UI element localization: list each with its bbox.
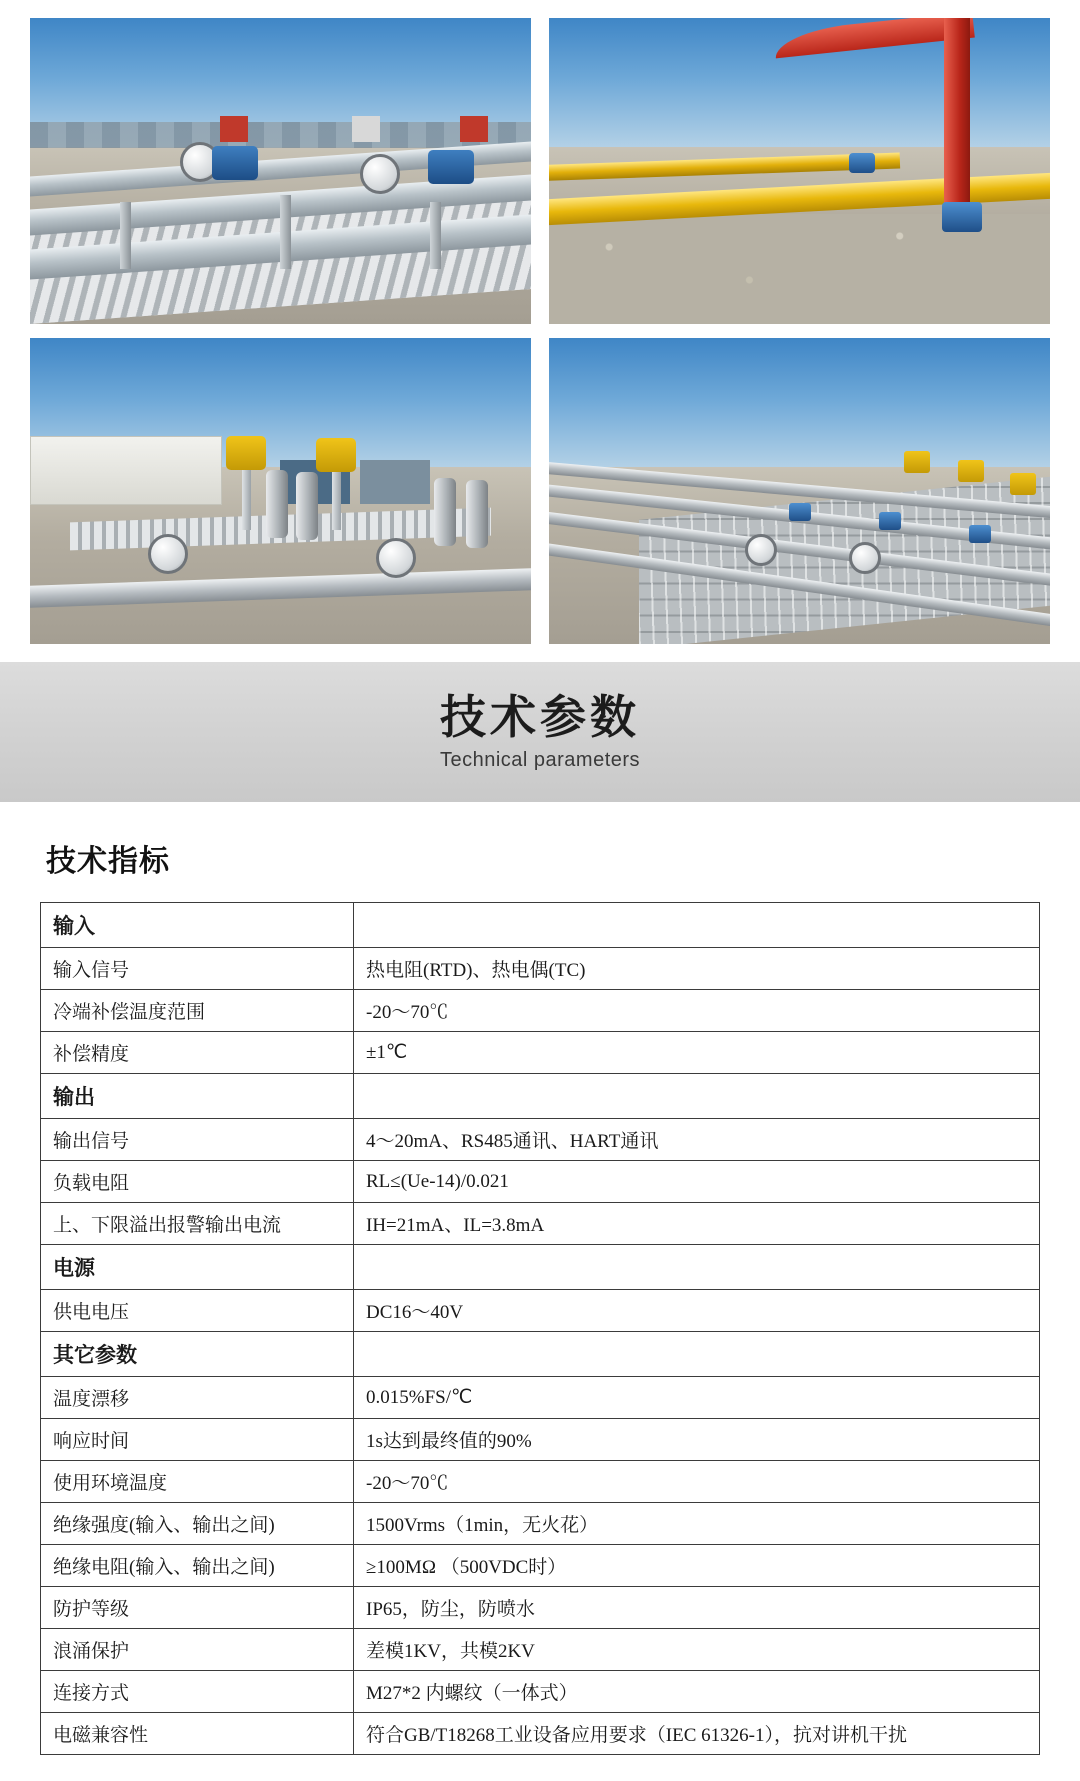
spec-value: ±1℃ <box>354 1032 1040 1074</box>
valve-actuator <box>226 436 266 470</box>
spec-value: 符合GB/T18268工业设备应用要求（IEC 61326-1），抗对讲机干扰 <box>354 1713 1040 1755</box>
section-title-cn: 技术参数 <box>440 691 640 744</box>
table-row <box>41 1119 1040 1161</box>
spec-key: 绝缘电阻(输入、输出之间) <box>41 1545 354 1587</box>
spec-key: 冷端补偿温度范围 <box>41 990 354 1032</box>
table-row <box>41 1545 1040 1587</box>
spec-group-row <box>41 1332 1040 1377</box>
photo-gallery <box>0 0 1080 644</box>
table-row <box>41 1503 1040 1545</box>
specification-table <box>40 902 1040 1755</box>
table-row <box>41 1461 1040 1503</box>
specification-table-body <box>41 903 1040 1755</box>
table-row <box>41 990 1040 1032</box>
section-banner <box>0 662 1080 802</box>
table-row <box>41 1713 1040 1755</box>
spec-key: 电源 <box>41 1245 354 1290</box>
pressure-gauge <box>148 534 188 574</box>
equipment-box <box>352 116 380 142</box>
spec-key: 使用环境温度 <box>41 1461 354 1503</box>
photo-long-pipeline-run <box>549 338 1050 644</box>
table-row <box>41 1377 1040 1419</box>
valve-stem <box>242 470 251 530</box>
valve <box>942 202 982 232</box>
pipe-support <box>120 202 131 269</box>
spec-value: IP65，防尘，防喷水 <box>354 1587 1040 1629</box>
transmitter <box>428 150 474 184</box>
spec-value: 热电阻(RTD)、热电偶(TC) <box>354 948 1040 990</box>
spec-value: -20～70℃ <box>354 1461 1040 1503</box>
spec-key: 输出信号 <box>41 1119 354 1161</box>
table-row <box>41 1671 1040 1713</box>
photo-yellow-and-red-pipelines <box>549 18 1050 324</box>
spec-key: 浪涌保护 <box>41 1629 354 1671</box>
spec-value: 0.015%FS/℃ <box>354 1377 1040 1419</box>
spec-key: 其它参数 <box>41 1332 354 1377</box>
spec-key: 响应时间 <box>41 1419 354 1461</box>
table-row <box>41 1161 1040 1203</box>
spec-key: 输入信号 <box>41 948 354 990</box>
spec-value <box>354 1245 1040 1290</box>
spec-key: 补偿精度 <box>41 1032 354 1074</box>
pressure-gauge <box>745 534 777 566</box>
cylinder <box>296 472 318 540</box>
valve-actuator <box>316 438 356 472</box>
spec-value: 1500Vrms（1min，无火花） <box>354 1503 1040 1545</box>
table-row <box>41 1032 1040 1074</box>
cylinder <box>266 470 288 538</box>
spec-value: M27*2 内螺纹（一体式） <box>354 1671 1040 1713</box>
spec-key: 连接方式 <box>41 1671 354 1713</box>
spec-key: 温度漂移 <box>41 1377 354 1419</box>
pressure-gauge <box>849 542 881 574</box>
spec-value <box>354 1074 1040 1119</box>
red-pipe <box>944 18 970 208</box>
transmitter <box>969 525 991 543</box>
transmitter <box>879 512 901 530</box>
spec-value: 差模1KV，共模2KV <box>354 1629 1040 1671</box>
pressure-gauge <box>360 154 400 194</box>
spec-heading: 技术指标 <box>46 845 170 878</box>
table-row <box>41 948 1040 990</box>
section-title-en: Technical parameters <box>439 748 641 771</box>
equipment-box <box>220 116 248 142</box>
fence <box>30 122 531 148</box>
table-row <box>41 1290 1040 1332</box>
sky <box>549 338 1050 476</box>
spec-value: 1s达到最终值的90% <box>354 1419 1040 1461</box>
pipe-support <box>430 202 441 269</box>
valve-stem <box>332 472 341 530</box>
spec-value: IH=21mA、IL=3.8mA <box>354 1203 1040 1245</box>
cylinder <box>434 478 456 546</box>
specification-section <box>0 802 1080 1781</box>
table-row <box>41 1203 1040 1245</box>
transmitter <box>212 146 258 180</box>
spec-value: DC16～40V <box>354 1290 1040 1332</box>
building <box>30 436 222 505</box>
valve-actuator <box>958 460 984 482</box>
table-row <box>41 1419 1040 1461</box>
spec-key: 防护等级 <box>41 1587 354 1629</box>
cylinder <box>466 480 488 548</box>
spec-key: 输入 <box>41 903 354 948</box>
spec-value: RL≤(Ue-14)/0.021 <box>354 1161 1040 1203</box>
pipe-support <box>280 195 291 268</box>
spec-key: 负载电阻 <box>41 1161 354 1203</box>
container-cabin <box>360 460 430 504</box>
spec-key: 绝缘强度(输入、输出之间) <box>41 1503 354 1545</box>
spec-key: 电磁兼容性 <box>41 1713 354 1755</box>
transmitter <box>789 503 811 521</box>
table-row <box>41 1587 1040 1629</box>
spec-value: -20～70℃ <box>354 990 1040 1032</box>
pressure-gauge <box>376 538 416 578</box>
valve-actuator <box>904 451 930 473</box>
spec-value <box>354 903 1040 948</box>
spec-group-row <box>41 1074 1040 1119</box>
valve-actuator <box>1010 473 1036 495</box>
spec-value <box>354 1332 1040 1377</box>
spec-value: ≥100MΩ （500VDC时） <box>354 1545 1040 1587</box>
spec-key: 输出 <box>41 1074 354 1119</box>
spec-value: 4～20mA、RS485通讯、HART通讯 <box>354 1119 1040 1161</box>
table-row <box>41 1629 1040 1671</box>
spec-group-row <box>41 903 1040 948</box>
spec-key: 供电电压 <box>41 1290 354 1332</box>
photo-valve-manifold-skid <box>30 338 531 644</box>
equipment-box <box>460 116 488 142</box>
valve <box>849 153 875 173</box>
spec-key: 上、下限溢出报警输出电流 <box>41 1203 354 1245</box>
photo-pipe-rack-with-transmitters <box>30 18 531 324</box>
spec-group-row <box>41 1245 1040 1290</box>
